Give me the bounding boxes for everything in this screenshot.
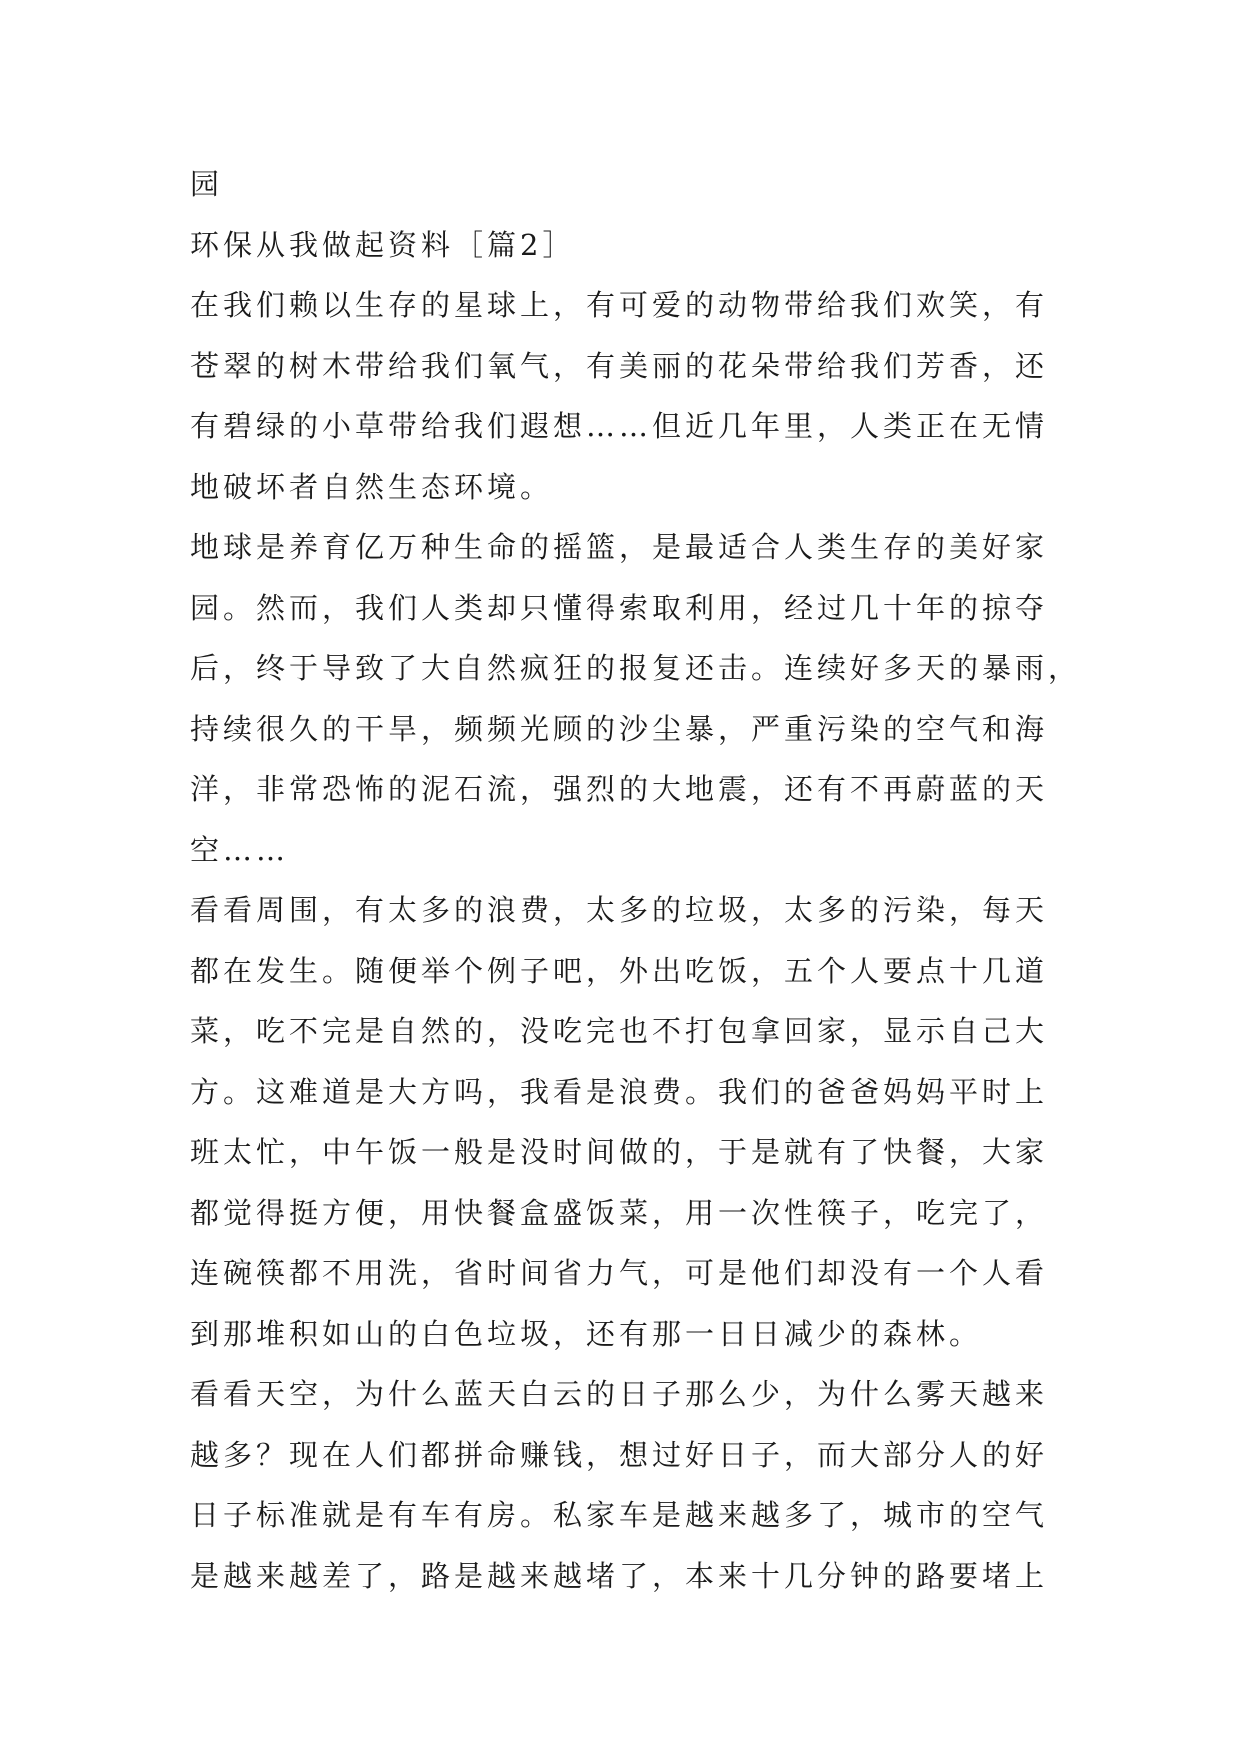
text-line: 后，终于导致了大自然疯狂的报复还击。连续好多天的暴雨， (190, 651, 1082, 685)
text-line: 都觉得挺方便，用快餐盒盛饭菜，用一次性筷子，吃完了， (190, 1195, 1049, 1230)
text-line: 是越来越差了，路是越来越堵了，本来十几分钟的路要堵上 (190, 1558, 1049, 1593)
text-line: 班太忙，中午饭一般是没时间做的，于是就有了快餐，大家 (190, 1135, 1049, 1169)
text-line: 有碧绿的小草带给我们遐想……但近几年里，人类正在无情 (190, 409, 1049, 443)
text-line: 菜，吃不完是自然的，没吃完也不打包拿回家，显示自己大 (190, 1014, 1049, 1048)
text-line: 持续很久的干旱，频频光顾的沙尘暴，严重污染的空气和海 (190, 711, 1049, 746)
text-line: 连碗筷都不用洗，省时间省力气，可是他们却没有一个人看 (190, 1256, 1049, 1290)
text-line: 到那堆积如山的白色垃圾，还有那一日日减少的森林。 (190, 1316, 983, 1351)
text-line: 苍翠的树木带给我们氧气，有美丽的花朵带给我们芳香，还 (190, 348, 1049, 383)
text-line: 地球是养育亿万种生命的摇篮，是最适合人类生存的美好家 (190, 530, 1049, 564)
text-line: 日子标准就是有车有房。私家车是越来越多了，城市的空气 (190, 1498, 1049, 1532)
text-line: 看看周围，有太多的浪费，太多的垃圾，太多的污染，每天 (190, 893, 1049, 927)
text-line: 园。然而，我们人类却只懂得索取利用，经过几十年的掠夺 (190, 590, 1049, 625)
text-line: 都在发生。随便举个例子吧，外出吃饭，五个人要点十几道 (190, 953, 1049, 988)
text-line: 地破坏者自然生态环境。 (190, 469, 554, 504)
text-line: 方。这难道是大方吗，我看是浪费。我们的爸爸妈妈平时上 (190, 1074, 1049, 1109)
text-line: 园 (190, 167, 224, 201)
text-line: 空…… (190, 832, 290, 867)
text-line: 在我们赖以生存的星球上，有可爱的动物带给我们欢笑，有 (190, 288, 1049, 322)
text-line: 越多？现在人们都拼命赚钱，想过好日子，而大部分人的好 (190, 1437, 1049, 1472)
text-line: 洋，非常恐怖的泥石流，强烈的大地震，还有不再蔚蓝的天 (190, 772, 1049, 806)
document-body (190, 154, 1082, 1606)
text-line: 看看天空，为什么蓝天白云的日子那么少，为什么雾天越来 (190, 1377, 1049, 1411)
section-heading: 环保从我做起资料［篇2］ (190, 227, 576, 262)
